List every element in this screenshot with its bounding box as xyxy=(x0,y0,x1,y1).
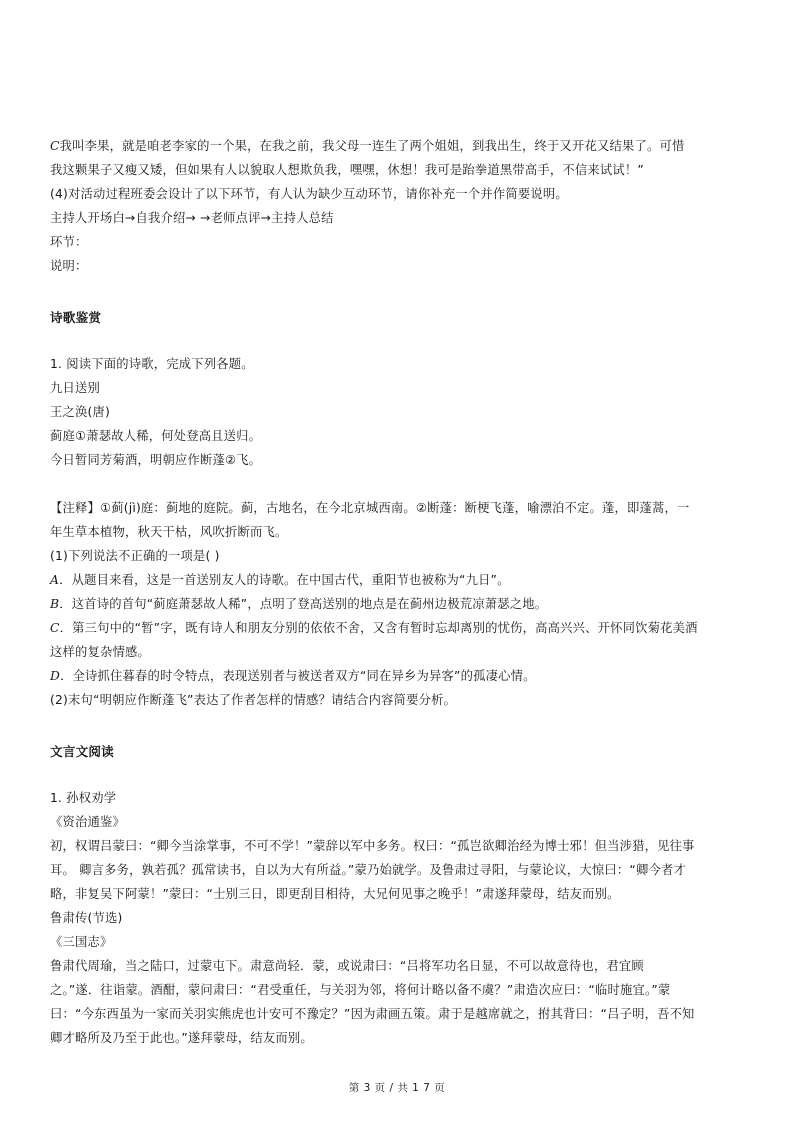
text-line xyxy=(50,138,684,154)
line-text: (2)末句“明朝应作断蓬飞”表达了作者怎样的情感？请结合内容简要分析。 xyxy=(50,693,457,707)
line-text: ．从题目来看，这是一首送别友人的诗歌。在中国古代，重阳节也被称为“九日”。 xyxy=(59,573,510,587)
line-text: 1. 阅读下面的诗歌，完成下列各题。 xyxy=(50,357,254,371)
option-letter: C xyxy=(50,621,60,635)
text-line xyxy=(50,1006,695,1022)
line-text: (1)下列说法不正确的一项是( ) xyxy=(50,549,220,563)
section-heading xyxy=(50,744,114,760)
line-text: 鲁肃代周瑜，当之陆口，过蒙屯下。肃意尚轻．蒙，或说肃曰：“吕将军功名日显，不可以故意待也，君宜顾 xyxy=(50,959,644,973)
text-line xyxy=(50,668,536,684)
text-line xyxy=(50,548,220,564)
text-line xyxy=(50,982,670,998)
line-text: 这样的复杂情感。 xyxy=(50,645,150,659)
text-line xyxy=(50,524,287,540)
text-line xyxy=(50,814,125,830)
line-text: 主持人开场白→自我介绍→ →老师点评→主持人总结 xyxy=(50,211,334,225)
line-text: ．第三句中的“暂”字，既有诗人和朋友分别的依依不舍，又含有暂时忘却离别的忧伤，高高兴兴、开怀同饮菊花美酒 xyxy=(59,621,698,635)
line-text: 环节： xyxy=(50,235,88,249)
line-text: 鲁肃传(节选) xyxy=(50,911,123,925)
option-letter: B xyxy=(50,597,60,611)
line-text: 《资治通鉴》 xyxy=(50,815,125,829)
line-text: 卿才略所及乃至于此也。”遂拜蒙母，结友而别。 xyxy=(50,1031,313,1045)
option-letter: D xyxy=(50,669,61,683)
line-text: 我叫李果，就是咱老李家的一个果，在我之前，我父母一连生了两个姐姐，到我出生，终于又开花又结果了。可惜 xyxy=(59,139,685,153)
line-text: 1. 孙权劝学 xyxy=(50,791,117,805)
line-text: 诗歌鉴赏 xyxy=(50,310,102,325)
text-line xyxy=(50,572,510,588)
line-text: (4)对活动过程班委会设计了以下环节，有人认为缺少互动环节，请你补充一个并作简要说明。 xyxy=(50,187,568,201)
text-line xyxy=(50,234,88,250)
text-line xyxy=(50,692,456,708)
text-line xyxy=(50,210,334,226)
line-text: 文言文阅读 xyxy=(50,744,114,759)
line-text: 曰：“今东西虽为一家而关羽实熊虎也计安可不豫定？”因为肃画五策。肃于是越席就之，拊其背曰：“吕子明，吾不知 xyxy=(50,1007,695,1021)
text-line xyxy=(50,380,100,396)
line-text: 初，权谓吕蒙曰：“卿今当涂掌事，不可不学！”蒙辞以军中多务。权曰：“孤岂欲卿治经为博士邪！但当涉猎，见往事 xyxy=(50,839,695,853)
line-text: 九日送别 xyxy=(50,381,100,395)
line-text: 年生草本植物，秋天干枯，风吹折断而飞。 xyxy=(50,525,288,539)
text-line xyxy=(50,162,644,178)
line-text: ．这首诗的首句“蓟庭萧瑟故人稀”，点明了登高送别的地点是在蓟州边极荒凉萧瑟之地。 xyxy=(59,597,548,611)
text-line xyxy=(50,428,261,444)
text-line xyxy=(50,356,254,372)
text-line xyxy=(50,934,113,950)
text-line xyxy=(50,644,150,660)
text-line xyxy=(50,886,620,902)
line-text: 我这颗果子又瘦又矮，但如果有人以貌取人想欺负我，嘿嘿，休想！我可是跆拳道黑带高手，不信来试试！” xyxy=(50,163,644,177)
line-text: 今日暂同芳菊酒，明朝应作断蓬②飞。 xyxy=(50,453,262,467)
line-text: 《三国志》 xyxy=(50,935,113,949)
line-text: 【注释】①蓟(jì)庭：蓟地的庭院。蓟，古地名，在今北京城西南。②断蓬：断梗飞蓬，喻漂泊不定。蓬，即蓬蒿，一 xyxy=(50,501,690,515)
text-line xyxy=(50,958,644,974)
text-line xyxy=(50,500,690,516)
line-text: ．全诗抓住暮春的时令特点，表现送别者与被送者双方“同在异乡为异客”的孤凄心情。 xyxy=(60,669,536,683)
text-line xyxy=(50,596,547,612)
section-heading xyxy=(50,310,101,326)
text-line xyxy=(50,186,568,202)
text-line xyxy=(50,862,686,878)
text-line xyxy=(50,1030,313,1046)
line-text: 之。”遂．往诣蒙。酒酣，蒙问肃曰：“君受重任，与关羽为邻，将何计略以备不虞？”肃造次应曰：“临时施宜。”蒙 xyxy=(50,983,671,997)
line-text: 说明： xyxy=(50,259,88,273)
option-letter: C xyxy=(50,139,60,153)
text-line xyxy=(50,452,261,468)
line-text: 蓟庭①萧瑟故人稀，何处登高且送归。 xyxy=(50,429,262,443)
text-line xyxy=(50,838,695,854)
text-line xyxy=(50,404,110,420)
text-line xyxy=(50,910,122,926)
text-line xyxy=(50,620,698,636)
line-text: 王之涣(唐) xyxy=(50,405,110,419)
line-text: 耳。 卿言多务，孰若孤？孤常读书，自以为大有所益。”蒙乃始就学。及鲁肃过寻阳，与蒙论议，大惊曰：“卿今者才 xyxy=(50,863,686,877)
page-footer: 第 3 页 / 共 1 7 页 xyxy=(348,1082,446,1094)
text-line xyxy=(50,790,116,806)
text-line xyxy=(50,258,88,274)
option-letter: A xyxy=(50,573,60,587)
line-text: 略，非复吴下阿蒙！”蒙曰：“士别三日，即更刮目相待，大兄何见事之晚乎！”肃遂拜蒙母，结友而别。 xyxy=(50,887,620,901)
